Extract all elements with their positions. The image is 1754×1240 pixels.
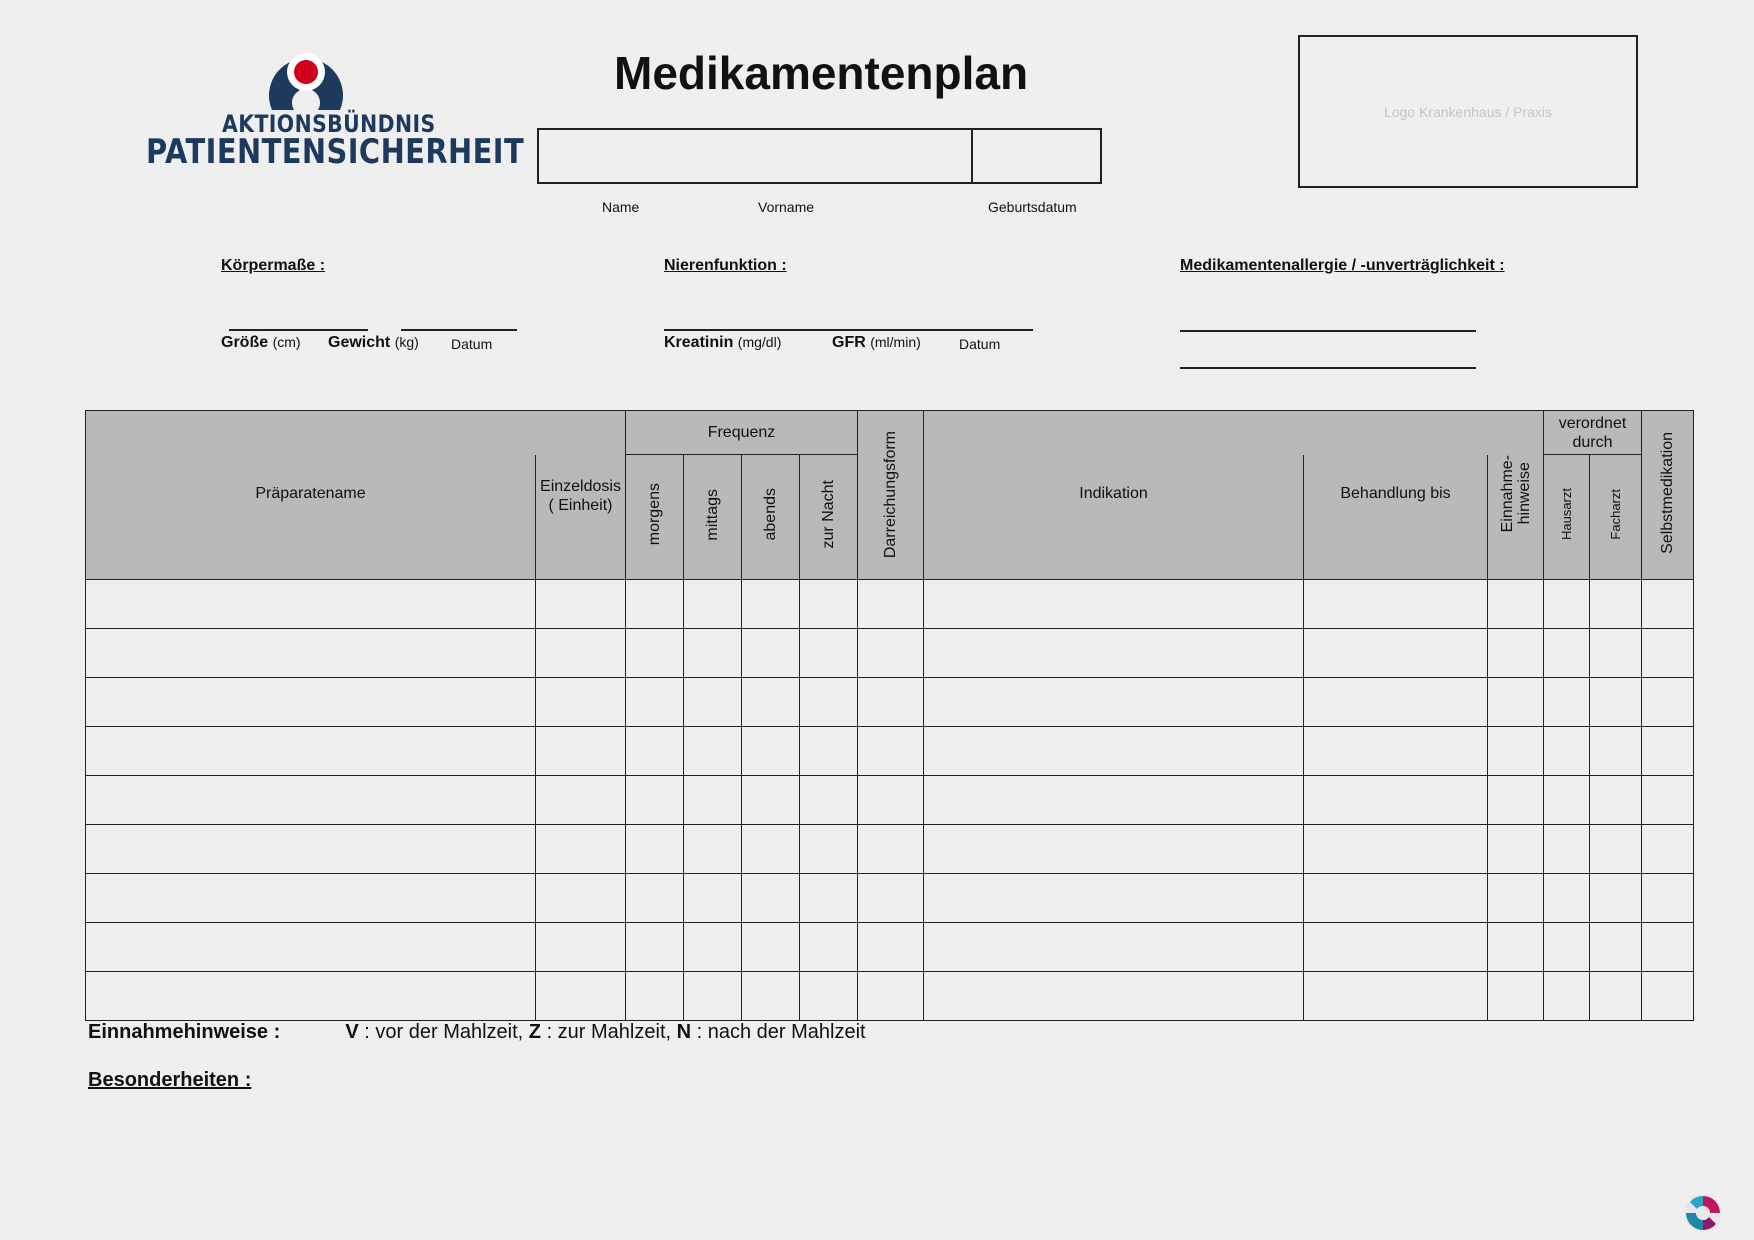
table-row <box>86 677 1694 726</box>
table-cell[interactable] <box>742 922 800 971</box>
table-cell[interactable] <box>626 579 684 628</box>
besonderheiten-heading: Besonderheiten : <box>88 1069 252 1091</box>
table-cell[interactable] <box>1304 824 1488 873</box>
table-cell[interactable] <box>742 628 800 677</box>
table-cell[interactable] <box>1642 579 1694 628</box>
table-cell[interactable] <box>1488 922 1544 971</box>
verordnet-line2: durch <box>1572 433 1613 451</box>
table-cell[interactable] <box>1488 971 1544 1020</box>
logo-line2: PATIENTENSICHERHEIT <box>146 132 525 172</box>
table-cell[interactable] <box>1544 824 1590 873</box>
table-cell[interactable] <box>924 677 1304 726</box>
name-box-divider <box>971 130 973 182</box>
table-cell[interactable] <box>800 873 858 922</box>
einnahme-line2: hinweise <box>1515 462 1533 525</box>
table-cell[interactable] <box>1544 971 1590 1020</box>
table-cell[interactable] <box>536 922 626 971</box>
table-cell[interactable] <box>86 628 536 677</box>
table-cell[interactable] <box>1304 971 1488 1020</box>
morgens-header <box>626 455 684 580</box>
table-cell[interactable] <box>536 628 626 677</box>
table-cell[interactable] <box>1304 579 1488 628</box>
gewicht-line[interactable] <box>401 329 517 331</box>
groesse-label <box>221 334 301 352</box>
table-cell[interactable] <box>858 628 924 677</box>
table-cell[interactable] <box>1488 726 1544 775</box>
table-cell[interactable] <box>1544 922 1590 971</box>
table-cell[interactable] <box>1488 628 1544 677</box>
einnahme-line1: Einnahme- <box>1498 454 1516 532</box>
gewicht-text: Gewicht <box>328 334 391 351</box>
table-cell[interactable] <box>1590 971 1642 1020</box>
hausarzt-text: Hausarzt <box>1559 488 1574 541</box>
hausarzt-header <box>1544 455 1590 580</box>
groesse-text: Größe <box>221 334 269 351</box>
einzeldosis-line1: Einzeldosis <box>540 477 621 495</box>
table-cell[interactable] <box>924 971 1304 1020</box>
einnahmehinweise-legend <box>88 1021 866 1044</box>
table-cell[interactable] <box>684 922 742 971</box>
legend-z: Z <box>528 1021 542 1043</box>
table-cell[interactable] <box>1304 628 1488 677</box>
gewicht-label <box>328 334 419 352</box>
groesse-unit: (cm) <box>272 334 301 350</box>
table-cell[interactable] <box>742 824 800 873</box>
einzeldosis-line2: ( Einheit) <box>548 496 613 514</box>
verordnet-header <box>1544 411 1642 455</box>
table-cell[interactable] <box>626 971 684 1020</box>
behandlung-bis-header: Behandlung bis <box>1304 455 1488 580</box>
table-cell[interactable] <box>1642 677 1694 726</box>
koerpermasse-heading: Körpermaße : <box>221 257 326 274</box>
abends-header <box>742 455 800 580</box>
gfr-unit: (ml/min) <box>870 334 921 350</box>
table-cell[interactable] <box>1544 628 1590 677</box>
table-cell[interactable] <box>536 824 626 873</box>
kreatinin-unit: (mg/dl) <box>737 334 782 350</box>
morgens-text: morgens <box>645 483 663 546</box>
table-cell[interactable] <box>684 971 742 1020</box>
table-cell[interactable] <box>858 579 924 628</box>
abends-text: abends <box>761 488 779 541</box>
legend-n-text: : nach der Mahlzeit <box>691 1021 866 1043</box>
table-cell[interactable] <box>1304 873 1488 922</box>
table-cell[interactable] <box>1544 775 1590 824</box>
header-blank-mid <box>924 411 1544 455</box>
table-cell[interactable] <box>858 873 924 922</box>
table-cell[interactable] <box>858 824 924 873</box>
corner-logo-icon <box>1682 1192 1724 1234</box>
allergie-line-1[interactable] <box>1180 330 1476 332</box>
table-row <box>86 824 1694 873</box>
table-cell[interactable] <box>86 824 536 873</box>
einnahme-text <box>1499 455 1533 532</box>
table-row <box>86 971 1694 1020</box>
praeparatename-header: Präparatename <box>86 455 536 580</box>
page-title: Medikamentenplan <box>614 47 1029 99</box>
table-cell[interactable] <box>86 775 536 824</box>
table-cell[interactable] <box>684 873 742 922</box>
legend-v: V <box>345 1021 359 1043</box>
table-cell[interactable] <box>858 775 924 824</box>
legend-v-text: : vor der Mahlzeit, <box>358 1021 529 1043</box>
table-cell[interactable] <box>1544 726 1590 775</box>
gfr-text: GFR <box>832 334 866 351</box>
table-row <box>86 628 1694 677</box>
table-row <box>86 579 1694 628</box>
table-cell[interactable] <box>1488 824 1544 873</box>
table-cell[interactable] <box>800 677 858 726</box>
table-cell[interactable] <box>1304 775 1488 824</box>
frequenz-header: Frequenz <box>626 411 858 455</box>
table-cell[interactable] <box>858 971 924 1020</box>
table-cell[interactable] <box>536 873 626 922</box>
table-body <box>86 579 1694 1020</box>
zur-nacht-header <box>800 455 858 580</box>
table-cell[interactable] <box>800 824 858 873</box>
geburtsdatum-label: Geburtsdatum <box>988 199 1077 215</box>
table-cell[interactable] <box>536 579 626 628</box>
table-cell[interactable] <box>684 824 742 873</box>
einzeldosis-header <box>536 455 626 580</box>
table-cell[interactable] <box>924 922 1304 971</box>
table-cell[interactable] <box>1642 873 1694 922</box>
table-cell[interactable] <box>1642 628 1694 677</box>
aktionsbuendnis-logo-icon <box>266 34 346 110</box>
table-cell[interactable] <box>86 579 536 628</box>
table-cell[interactable] <box>1544 579 1590 628</box>
table-cell[interactable] <box>1590 775 1642 824</box>
table-cell[interactable] <box>858 922 924 971</box>
table-row <box>86 775 1694 824</box>
selbstmedikation-text: Selbstmedikation <box>1658 432 1676 554</box>
vorname-label: Vorname <box>758 199 815 215</box>
allergie-heading: Medikamentenallergie / -unverträglichkeit : <box>1180 257 1505 274</box>
table-cell[interactable] <box>536 971 626 1020</box>
table-cell[interactable] <box>1642 726 1694 775</box>
table-cell[interactable] <box>800 775 858 824</box>
table-cell[interactable] <box>1590 579 1642 628</box>
table-cell[interactable] <box>1590 677 1642 726</box>
table-cell[interactable] <box>858 677 924 726</box>
table-cell[interactable] <box>536 775 626 824</box>
table-cell[interactable] <box>742 726 800 775</box>
table-cell[interactable] <box>86 971 536 1020</box>
name-label: Name <box>602 199 640 215</box>
facharzt-text: Facharzt <box>1608 489 1623 540</box>
allergie-line-2[interactable] <box>1180 367 1476 369</box>
header-blank-top <box>86 411 626 455</box>
table-cell[interactable] <box>742 677 800 726</box>
table-cell[interactable] <box>536 726 626 775</box>
table-cell[interactable] <box>626 726 684 775</box>
table-cell[interactable] <box>626 922 684 971</box>
table-cell[interactable] <box>1590 824 1642 873</box>
medication-table <box>85 410 1694 1021</box>
table-row <box>86 922 1694 971</box>
logo-placeholder-text: Logo Krankenhaus / Praxis <box>1383 103 1553 120</box>
table-cell[interactable] <box>1642 824 1694 873</box>
table-cell[interactable] <box>1304 922 1488 971</box>
table-cell[interactable] <box>924 775 1304 824</box>
table-cell[interactable] <box>626 628 684 677</box>
mittags-header <box>684 455 742 580</box>
table-cell[interactable] <box>1642 922 1694 971</box>
einnahmehinweise-header <box>1488 455 1544 580</box>
table-cell[interactable] <box>800 971 858 1020</box>
darreichungsform-header <box>858 411 924 580</box>
table-cell[interactable] <box>1304 726 1488 775</box>
groesse-line[interactable] <box>229 329 368 331</box>
table-cell[interactable] <box>1488 775 1544 824</box>
table-row <box>86 726 1694 775</box>
table-cell[interactable] <box>1488 873 1544 922</box>
table-cell[interactable] <box>86 677 536 726</box>
logo-placeholder-box <box>1298 35 1638 188</box>
table-cell[interactable] <box>86 873 536 922</box>
table-cell[interactable] <box>1590 726 1642 775</box>
table-cell[interactable] <box>924 873 1304 922</box>
table-cell[interactable] <box>924 726 1304 775</box>
mittags-text: mittags <box>703 488 721 541</box>
table-cell[interactable] <box>684 726 742 775</box>
gewicht-unit: (kg) <box>394 334 419 350</box>
table-cell[interactable] <box>1590 628 1642 677</box>
zur-nacht-text: zur Nacht <box>819 480 837 549</box>
table-cell[interactable] <box>626 677 684 726</box>
koerper-datum-label: Datum <box>451 336 493 352</box>
table-cell[interactable] <box>1304 677 1488 726</box>
table-cell[interactable] <box>924 579 1304 628</box>
legend-n: N <box>676 1021 692 1043</box>
table-cell[interactable] <box>742 971 800 1020</box>
table-cell[interactable] <box>536 677 626 726</box>
table-cell[interactable] <box>86 922 536 971</box>
logo-line1: AKTIONSBÜNDNIS <box>222 110 436 138</box>
table-cell[interactable] <box>742 873 800 922</box>
table-cell[interactable] <box>1544 873 1590 922</box>
table-cell[interactable] <box>684 579 742 628</box>
nierenfunktion-heading: Nierenfunktion : <box>664 257 787 274</box>
table-cell[interactable] <box>800 628 858 677</box>
table-row <box>86 873 1694 922</box>
table-cell[interactable] <box>924 628 1304 677</box>
table-cell[interactable] <box>742 775 800 824</box>
darreichungsform-text: Darreichungsform <box>881 430 899 558</box>
table-cell[interactable] <box>86 726 536 775</box>
table-cell[interactable] <box>800 726 858 775</box>
table-cell[interactable] <box>742 579 800 628</box>
selbstmedikation-header <box>1642 411 1694 580</box>
table-cell[interactable] <box>800 579 858 628</box>
table-cell[interactable] <box>684 628 742 677</box>
table-cell[interactable] <box>1642 775 1694 824</box>
facharzt-header <box>1590 455 1642 580</box>
table-cell[interactable] <box>626 775 684 824</box>
table-cell[interactable] <box>1544 677 1590 726</box>
nieren-datum-label: Datum <box>959 336 1001 352</box>
table-cell[interactable] <box>1590 922 1642 971</box>
table-cell[interactable] <box>1488 579 1544 628</box>
table-cell[interactable] <box>800 922 858 971</box>
verordnet-line1: verordnet <box>1558 414 1627 432</box>
table-cell[interactable] <box>924 824 1304 873</box>
indikation-header: Indikation <box>924 455 1304 580</box>
table-cell[interactable] <box>1488 677 1544 726</box>
einnahmehinweise-label: Einnahmehinweise : <box>88 1021 281 1043</box>
table-cell[interactable] <box>858 726 924 775</box>
kreatinin-label <box>664 334 781 352</box>
gfr-label <box>832 334 921 352</box>
table-cell[interactable] <box>626 873 684 922</box>
kreatinin-text: Kreatinin <box>664 334 734 351</box>
table-cell[interactable] <box>684 775 742 824</box>
table-cell[interactable] <box>684 677 742 726</box>
legend-z-text: : zur Mahlzeit, <box>541 1021 677 1043</box>
nieren-line[interactable] <box>664 329 1033 331</box>
table-cell[interactable] <box>626 824 684 873</box>
table-cell[interactable] <box>1642 971 1694 1020</box>
table-cell[interactable] <box>1590 873 1642 922</box>
name-input-box[interactable] <box>537 128 1102 184</box>
